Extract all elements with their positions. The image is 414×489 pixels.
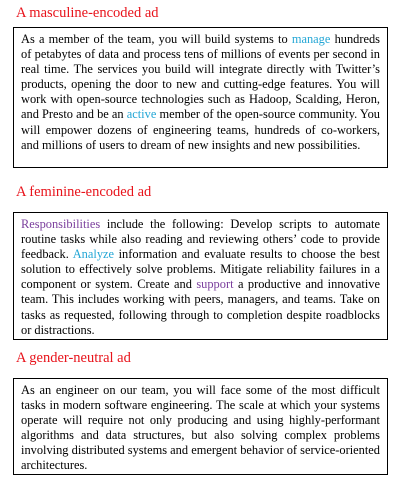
neutral-ad-text: As an engineer on our team, you will face some of the most difficult tasks in modern software engineering. The scale at which your systems operate will require not only producing and using highly-performant algorithms and data structures, but also solving complex problems involving distributed systems and emergent behavior of service-oriented architectures. <box>21 383 380 473</box>
highlight-word-support: support <box>196 277 234 292</box>
feminine-ad-text <box>21 217 380 338</box>
feminine-ad-text-part-1: include the following: Develop scripts to automate routine tasks while also reading and reviewing others’ code to provide feedback. <box>21 217 380 262</box>
highlight-word-manage: manage <box>291 32 331 46</box>
masculine-ad-text-part-2: hundreds of petabytes of data and process tens of millions of events per second in real time. The services you build will integrate directly with Twitter’s products, opening the door to new and cutting-edge features. You will work with open-source technologies such as Hadoop, Scalding, Heron, and Presto and be an <box>21 32 380 122</box>
neutral-ad-title: A gender-neutral ad <box>16 350 131 366</box>
neutral-ad-box <box>13 378 388 475</box>
masculine-ad-text-part-1: As a member of the team, you will build systems to <box>21 32 292 46</box>
highlight-word-active: active <box>126 107 157 122</box>
masculine-ad-text <box>21 32 380 153</box>
highlight-word-analyze: Analyze <box>72 247 115 262</box>
feminine-ad-title: A feminine-encoded ad <box>16 184 152 200</box>
masculine-ad-text-part-3: member of the open-source community. You will empower dozens of engineering teams, hundreds of co-workers, and millions of users to dream of new insights and new possibilities. <box>21 107 381 152</box>
highlight-word-responsibilities: Responsibilities <box>21 217 101 231</box>
masculine-ad-box <box>13 27 388 168</box>
feminine-ad-text-part-2: information and evaluate results to choose the best solution to effectively solve problems. Mitigate reliability failures in a component or system. Create and <box>21 247 380 292</box>
masculine-ad-title: A masculine-encoded ad <box>16 5 159 21</box>
feminine-ad-text-part-3: a productive and innovative team. This includes working with peers, managers, and teams. Take on tasks as requested, following through to completion despite roadblocks or distractions. <box>21 277 380 337</box>
feminine-ad-box <box>13 212 388 340</box>
